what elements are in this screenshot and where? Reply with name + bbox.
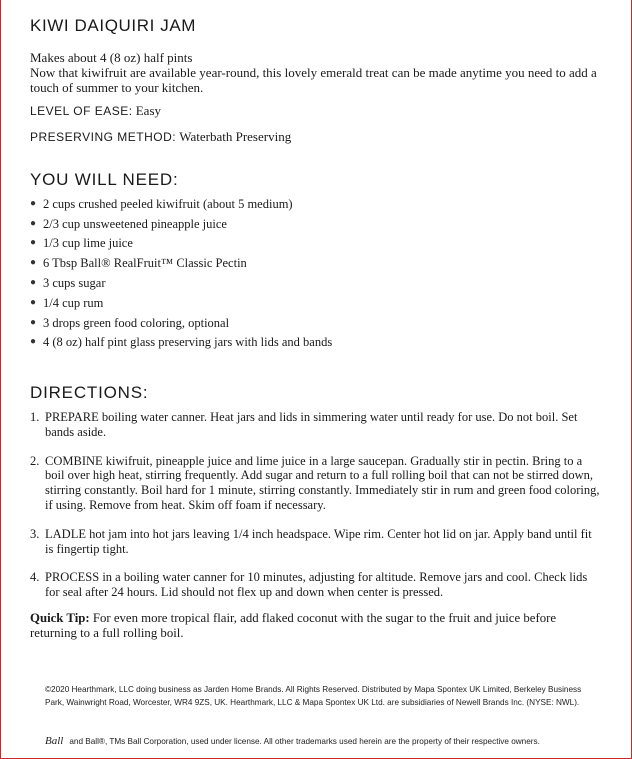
ease-value: Easy: [135, 103, 162, 118]
intro: [30, 50, 610, 95]
bullet-icon: ●: [30, 296, 37, 308]
direction-step: [30, 527, 602, 557]
method-value: Waterbath Preserving: [179, 129, 292, 144]
list-item: ● 3 drops green food coloring, optional: [30, 315, 230, 330]
step-text: PREPARE boiling water canner. Heat jars and lids in simmering water until ready for use. Do not boil. Set bands aside.: [45, 410, 578, 439]
bullet-icon: ●: [30, 316, 37, 328]
ingredients-heading: YOU WILL NEED:: [30, 170, 179, 189]
direction-step: [30, 454, 602, 513]
list-item: ● 3 cups sugar: [30, 276, 106, 291]
step-number: 4.: [30, 570, 40, 585]
bullet-icon: ●: [30, 277, 37, 289]
bullet-icon: ●: [30, 197, 37, 209]
step-text: COMBINE kiwifruit, pineapple juice and lime juice in a large saucepan. Gradually stir in pectin. Bring to a boil over high heat, stirring frequently. Add sugar and return to a full rolling boil that can not be stirred down, stirring constantly. Boil hard for 1 minute, stirring constantly. Immediately stir in rum and green food coloring, if using. Remove from heat. Skim off foam if necessary.: [45, 453, 600, 512]
bullet-icon: ●: [30, 217, 37, 229]
list-item: ● 1/3 cup lime juice: [30, 236, 133, 251]
list-item: ● 4 (8 oz) half pint glass preserving jars with lids and bands: [30, 335, 333, 350]
quick-tip: [30, 611, 602, 641]
recipe-title: KIWI DAIQUIRI JAM: [30, 16, 197, 35]
yield-text: Makes about 4 (8 oz) half pints: [30, 50, 193, 65]
list-item: ● 2/3 cup unsweetened pineapple juice: [30, 216, 227, 231]
description-text: Now that kiwifruit are available year-round, this lovely emerald treat can be made anytime you need to add a touch of summer to your kitchen.: [30, 65, 597, 95]
trademark-notice: [45, 735, 605, 747]
direction-step: [30, 570, 602, 600]
step-number: 3.: [30, 526, 40, 541]
directions-list: [30, 410, 602, 614]
level-of-ease: [30, 103, 161, 119]
step-text: LADLE hot jam into hot jars leaving 1/4 inch headspace. Wipe rim. Center hot lid on jar. Apply band until fit is fingertip tight.: [45, 526, 592, 556]
ease-label: LEVEL OF EASE:: [30, 104, 133, 118]
step-text: PROCESS in a boiling water canner for 10 minutes, adjusting for altitude. Remove jars and cool. Check lids for seal after 24 hours. Lid should not flex up and down when center is pressed.: [45, 570, 588, 600]
list-item: ● 1/4 cup rum: [30, 295, 104, 310]
tip-text: For even more tropical flair, add flaked coconut with the sugar to the fruit and juice before returning to a full rolling boil.: [30, 611, 557, 640]
trademark-text: and Ball®, TMs Ball Corporation, used under license. All other trademarks used herein are the property of their respective owners.: [69, 736, 540, 746]
tip-label: Quick Tip:: [30, 611, 90, 625]
list-item: ● 2 cups crushed peeled kiwifruit (about 5 medium): [30, 196, 293, 211]
step-number: 1.: [30, 410, 40, 424]
list-item: ● 6 Tbsp Ball® RealFruit™ Classic Pectin: [30, 256, 247, 271]
legal-text: ©2020 Hearthmark, LLC doing business as Jarden Home Brands. All Rights Reserved. Distributed by Mapa Spontex UK Limited, Berkeley Business Park, Wainwright Road, Worcester, WR4 9ZS, UK. Hearthmark, LLC & Mapa Spontex UK Ltd. are subsidiaries of Newell Brands Inc. (NYSE: NWL).: [45, 685, 582, 707]
ball-logo: Ball: [45, 735, 64, 747]
bullet-icon: ●: [30, 257, 37, 269]
preserving-method: [30, 129, 291, 145]
ingredient-list: [30, 194, 590, 352]
directions-heading: DIRECTIONS:: [30, 383, 149, 402]
method-label: PRESERVING METHOD:: [30, 130, 177, 144]
bullet-icon: ●: [30, 336, 37, 348]
step-number: 2.: [30, 453, 40, 468]
bullet-icon: ●: [30, 237, 37, 249]
direction-step: [30, 410, 602, 440]
